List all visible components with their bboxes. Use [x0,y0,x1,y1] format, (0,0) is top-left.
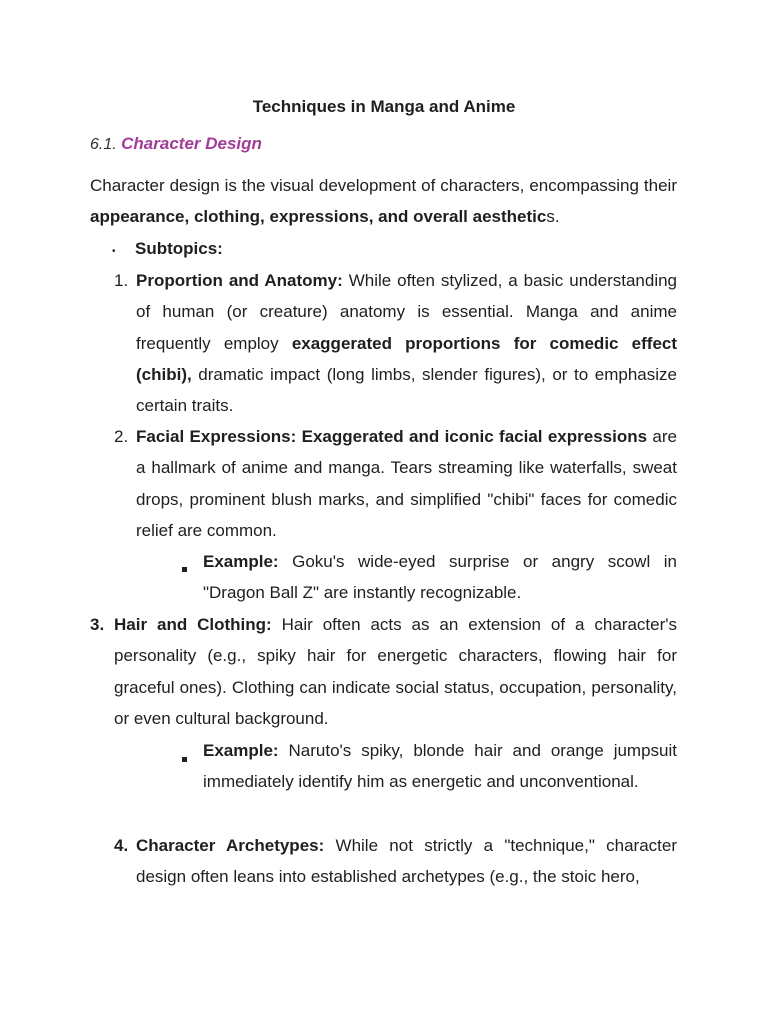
item-text: While not strictly a "technique," character design often leans into established archetypes (e.g., the stoic hero, [136,836,677,887]
example-label: Example: [203,552,279,571]
list-marker: 3. [90,615,105,634]
list-item [136,421,677,546]
intro-text: Character design is the visual development of characters, encompassing their [90,176,677,195]
intro-paragraph [90,170,677,233]
document-title: Techniques in Manga and Anime [252,97,516,116]
section-number: 6.1. [90,136,117,153]
item-text: Hair often acts as an extension of a character's personality (e.g., spiky hair for energetic characters, flowing hair for graceful ones). Clothing can indicate social status, occupation, personality, or even cultural background. [114,615,678,728]
example-text: Naruto's spiky, blonde hair and orange jumpsuit immediately identify him as energetic and unconventional. [203,741,677,792]
item-heading: Proportion and Anatomy: [136,271,343,290]
example-item [203,735,677,798]
intro-bold: appearance, clothing, expressions, and overall aesthetic [90,207,547,227]
example-text: Goku's wide-eyed surprise or angry scowl in "Dragon Ball Z" are instantly recognizable. [203,552,677,603]
list-item [136,830,677,893]
list-marker: 2. [114,427,129,446]
example-label: Example: [203,741,279,760]
square-bullet-icon [182,749,187,767]
list-marker: 1. [114,271,129,290]
section-title: Character Design [121,134,262,153]
list-item [136,265,677,421]
item-heading: Character Archetypes: [136,836,325,855]
item-text: are a hallmark of anime and manga. Tears streaming like waterfalls, sweat drops, prominent blush marks, and simplified "chibi" faces for comedic relief are common. [136,427,677,540]
list-item [114,609,677,734]
square-bullet-icon [182,559,187,577]
item-text: dramatic impact (long limbs, slender figures), or to emphasize certain traits. [136,364,677,416]
item-heading: Hair and Clothing: [114,615,272,634]
intro-text-end: s. [546,207,560,227]
item-heading: Facial Expressions: Exaggerated and iconic facial expressions [136,427,648,446]
example-item [203,546,677,609]
bullet-dot-icon: • [112,246,116,257]
item-text: While often stylized, a basic understanding of human (or creature) anatomy is essential. Manga and anime frequently employ [136,271,677,353]
subtopics-label: Subtopics: [135,239,223,258]
section-heading [90,133,262,156]
item-bold: exaggerated proportions for comedic effect (chibi), [136,333,678,384]
list-marker: 4. [114,836,129,855]
